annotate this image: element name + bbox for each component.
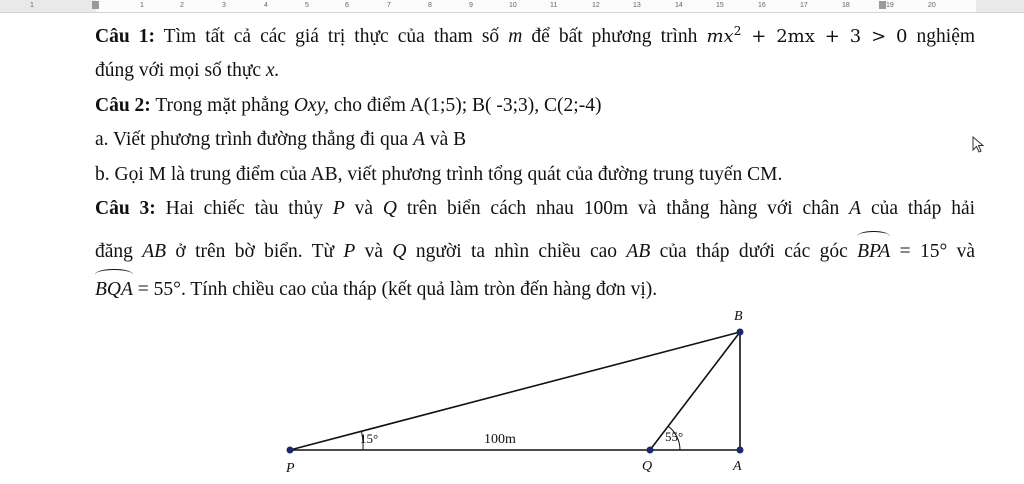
question-2a-text: và B <box>429 129 467 150</box>
question-3-label: Câu 3: <box>95 198 156 219</box>
label-distance: 100m <box>484 432 516 447</box>
variable-p: P <box>343 241 356 262</box>
ruler-number: 16 <box>758 2 766 9</box>
formula-part: + 2mx + 3 > 0 <box>751 26 908 47</box>
question-1-label: Câu 1: <box>95 26 155 47</box>
question-3-text: trên biển cách nhau 100m và thẳng hàng với chân <box>406 198 840 219</box>
question-2b-text: b. Gọi M là trung điểm của AB, viết phương trình tổng quát của đường trung tuyến CM. <box>95 163 783 185</box>
formula-part: mx <box>706 26 734 47</box>
question-2-label: Câu 2: <box>95 94 151 116</box>
ruler-number: 7 <box>387 2 391 9</box>
question-3-text: ở trên bờ biển. Từ <box>175 241 335 262</box>
ruler-number: 14 <box>675 2 683 9</box>
label-q: Q <box>642 459 653 474</box>
question-3-text: Tính chiều cao của tháp (kết quả làm tròn đến hàng đơn vị). <box>190 279 658 300</box>
line-qb <box>650 332 740 450</box>
label-p: P <box>286 461 295 476</box>
variable-m: m <box>508 26 523 47</box>
question-1-text: để bất phương trình <box>531 26 698 47</box>
question-3-text: và <box>364 241 384 262</box>
variable-a: A <box>413 129 425 150</box>
angle-bqa-value: = 55°. <box>137 279 186 300</box>
ruler-number: 13 <box>633 2 641 9</box>
label-angle-q: 55° <box>665 429 684 444</box>
variable-p: P <box>332 198 345 219</box>
point-a <box>737 447 744 454</box>
label-angle-p: 15° <box>360 431 379 446</box>
ruler-number: 11 <box>550 2 558 9</box>
variable-q: Q <box>382 198 397 219</box>
question-3-text: người ta nhìn chiều cao <box>415 241 618 262</box>
ruler-number: 10 <box>509 2 517 9</box>
label-a: A <box>733 459 742 474</box>
ruler-number: 8 <box>428 2 432 9</box>
variable-ab: AB <box>626 241 651 262</box>
ruler-number: 17 <box>800 2 808 9</box>
angle-bpa-value: = 15° <box>899 241 948 262</box>
point-b <box>737 329 744 336</box>
point-p <box>287 447 294 454</box>
ruler-number: 9 <box>469 2 473 9</box>
question-3-text: đăng <box>95 241 133 262</box>
variable-a: A <box>849 198 862 219</box>
ruler-number: 1 <box>30 2 34 9</box>
angle-bqa-name: BQA <box>95 273 133 308</box>
ruler-number: 19 <box>886 2 894 9</box>
ruler-number: 15 <box>716 2 724 9</box>
variable-q: Q <box>392 241 407 262</box>
question-1-text: Tìm tất cả các giá trị thực của tham số <box>163 26 500 47</box>
point-q <box>647 447 654 454</box>
ruler-number: 20 <box>928 2 936 9</box>
question-1-text: đúng với mọi số thực <box>95 60 262 81</box>
angle-bpa-name: BPA <box>857 235 890 270</box>
ruler-number: 2 <box>180 2 184 9</box>
question-3-text: của tháp hải <box>870 198 976 219</box>
ruler-number: 3 <box>222 2 226 9</box>
question-2-text: Trong mặt phẳng <box>155 94 289 116</box>
ruler-number: 12 <box>592 2 600 9</box>
ruler-number: 1 <box>140 2 144 9</box>
question-3-text: và <box>956 241 976 262</box>
variable-x: x. <box>265 60 280 81</box>
label-b: B <box>734 309 743 324</box>
ruler-number: 5 <box>305 2 309 9</box>
question-2a-text: a. Viết phương trình đường thẳng đi qua <box>95 129 409 150</box>
question-3-text: và <box>354 198 374 219</box>
ruler-number: 18 <box>842 2 850 9</box>
question-2-points: cho điểm A(1;5); B( -3;3), C(2;-4) <box>333 94 602 116</box>
question-3-text: Hai chiếc tàu thủy <box>165 198 323 219</box>
question-1-text: nghiệm <box>916 26 976 47</box>
ruler-number: 4 <box>264 2 268 9</box>
ruler-number: 6 <box>345 2 349 9</box>
variable-ab: AB <box>142 241 167 262</box>
oxy-plane: Oxy, <box>293 94 330 116</box>
formula-exponent: 2 <box>733 24 742 38</box>
question-3-text: của tháp dưới các góc <box>659 241 848 262</box>
